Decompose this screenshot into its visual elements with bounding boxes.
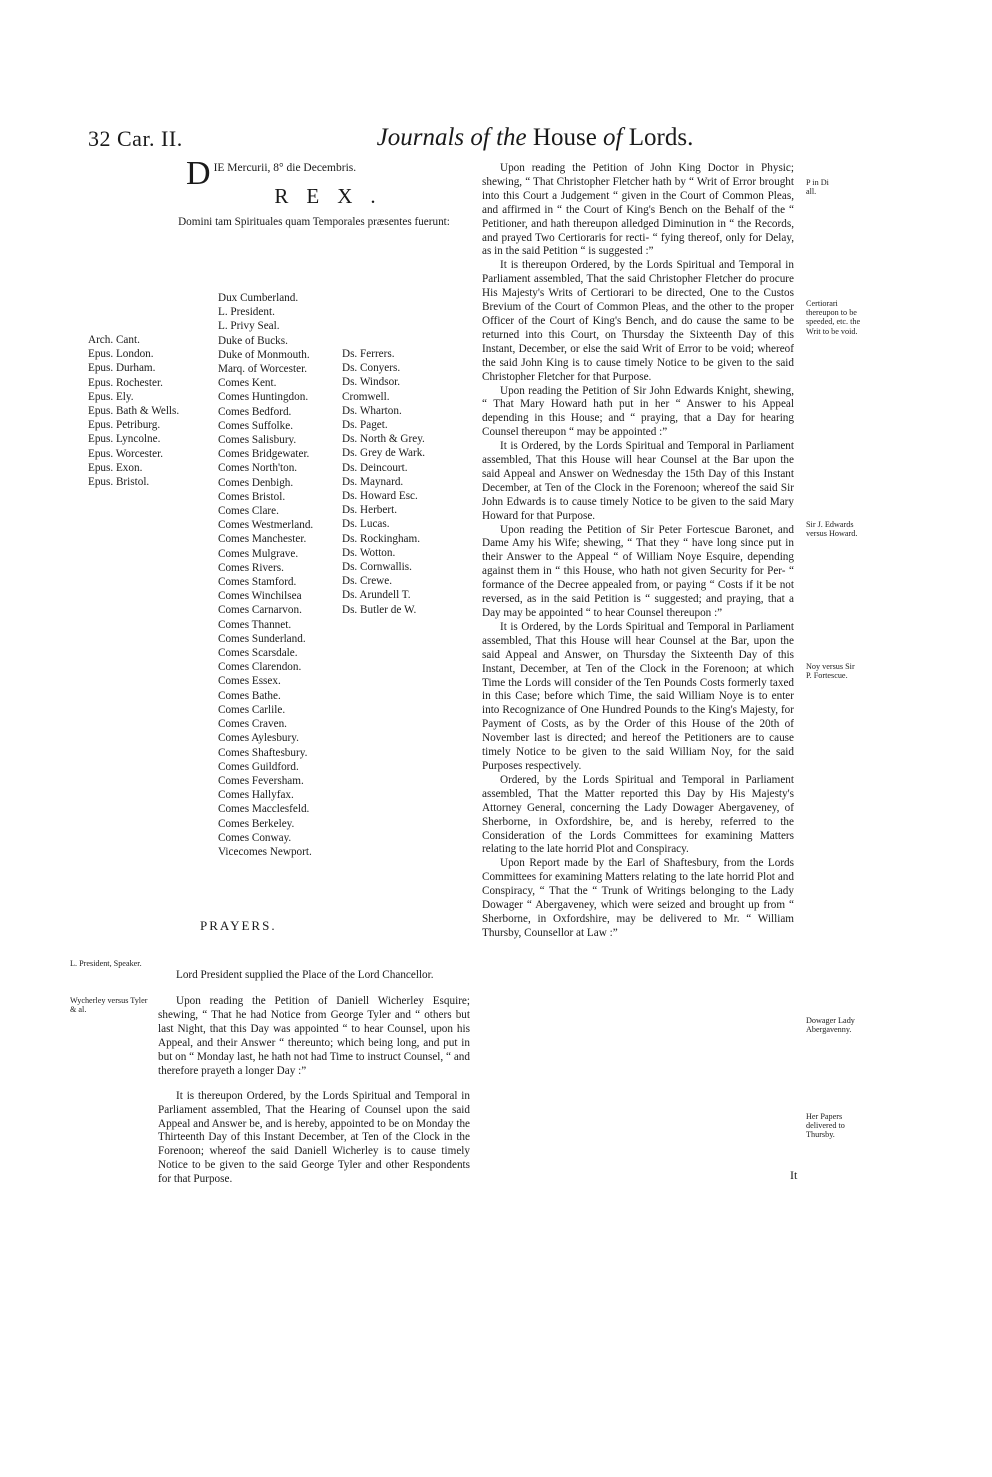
- peer-entry: Duke of Bucks.: [218, 334, 288, 347]
- rex-heading: REX.: [274, 183, 394, 208]
- peer-entry: Vicecomes Newport.: [218, 845, 312, 858]
- baron-entry: Ds. Herbert.: [342, 504, 397, 517]
- baron-entry: Ds. Deincourt.: [342, 461, 408, 474]
- peer-entry: Comes Sunderland.: [218, 632, 306, 645]
- barons-list: [342, 347, 425, 617]
- paragraph: Lord President supplied the Place of the Lord Chancellor.: [176, 969, 434, 982]
- peer-entry: Comes Macclesfeld.: [218, 803, 310, 816]
- peer-entry: Comes Mulgrave.: [218, 547, 299, 560]
- peer-entry: Comes Aylesbury.: [218, 732, 299, 745]
- title-word: House: [532, 124, 597, 151]
- baron-entry: Cromwell.: [342, 390, 390, 403]
- margin-note: Noy versus Sir P. Fortescue.: [806, 662, 855, 681]
- margin-note: Certiorari thereupon to be speeded, etc. the Writ to be void.: [806, 299, 861, 336]
- paragraph: It is thereupon Ordered, by the Lords Spiritual and Temporal in Parliament assembled, That the Hearing of Counsel upon the said Appeal and Answer be, and is hereby, appointed to be on Monday the Thirteenth Day of this Instant December, at Ten of the Clock in the Forenoon; whereof the said Daniell Wicherley is to cause timely Notice to be given to the said George Tyler and other Respondents for that Purpose.: [158, 1089, 470, 1186]
- baron-entry: Ds. Conyers.: [342, 362, 401, 375]
- bishop-entry: Epus. Petriburg.: [88, 419, 161, 432]
- left-body: [158, 958, 470, 1194]
- peer-entry: Duke of Monmouth.: [218, 348, 310, 361]
- baron-entry: Ds. Lucas.: [342, 518, 390, 531]
- baron-entry: Ds. Paget.: [342, 419, 388, 432]
- peer-entry: Comes Winchilsea: [218, 590, 302, 603]
- catchword: It: [790, 1168, 798, 1182]
- baron-entry: Ds. Ferrers.: [342, 348, 395, 360]
- paragraph: It is Ordered, by the Lords Spiritual and Temporal in Parliament assembled, That this House will hear Counsel at the Bar, upon the said Appeal and Answer, on Thursday the Sixteenth Day of this Instant, December, at Ten of the Clock in the Forenoon; at which Time the Lords will consider of the Ten Pounds Costs formerly taxed in this Case; before which Time, the said William Noye is to enter into Recognizance of One Hundred Pounds to the King's Majesty, for Payment of Costs, as by the Order of this House of the 20th of November last is directed; and hereof the Petitioners are to cause timely Notice to be given to the said William Noy, for the said Purposes respectively.: [482, 620, 794, 772]
- bishop-entry: Epus. Rochester.: [88, 376, 163, 389]
- bishop-entry: Epus. Bristol.: [88, 476, 150, 489]
- date-text: IE Mercurii, 8° die Decembris.: [213, 162, 357, 174]
- paragraph: Upon reading the Petition of Daniell Wicherley Esquire; shewing, “ That he had Notice from George Tyler and “ others but last Night, that this Day was appointed “ to hear Counsel, upon his Appeal, and their Answer “ thereunto; which being long, and put in but on “ Monday last, he hath not had Time to instruct Counsel, “ and therefore prayeth a longer Day :”: [158, 995, 470, 1077]
- baron-entry: Ds. Butler de W.: [342, 603, 417, 616]
- baron-entry: Ds. Maynard.: [342, 475, 404, 488]
- prayers-heading: PRAYERS.: [200, 918, 277, 933]
- bishop-entry: Arch. Cant.: [88, 334, 140, 346]
- margin-note: Her Papers delivered to Thursby.: [806, 1112, 845, 1140]
- bishop-entry: Epus. Bath & Wells.: [88, 405, 180, 418]
- title-word: Lords.: [628, 124, 694, 151]
- peer-entry: Comes Rivers.: [218, 561, 284, 574]
- margin-note: Sir J. Edwards versus Howard.: [806, 520, 858, 539]
- baron-entry: Ds. Windsor.: [342, 376, 401, 389]
- peer-entry: Comes Huntingdon.: [218, 391, 309, 404]
- peer-entry: L. President.: [218, 306, 275, 319]
- peer-entry: Marq. of Worcester.: [218, 363, 307, 376]
- peer-entry: Comes Carnarvon.: [218, 604, 302, 617]
- bishop-entry: Epus. Ely.: [88, 390, 134, 403]
- baron-entry: Ds. Rockingham.: [342, 532, 420, 545]
- bishop-entry: Epus. Durham.: [88, 362, 156, 375]
- peer-entry: Comes Guildford.: [218, 760, 299, 773]
- page-title: [300, 124, 770, 152]
- peer-entry: Comes Suffolke.: [218, 419, 293, 432]
- attendance-intro: Domini tam Spirituales quam Temporales præsentes fuerunt:: [178, 215, 450, 228]
- peer-entry: Comes Stamford.: [218, 576, 297, 589]
- peer-entry: Comes Shaftesbury.: [218, 746, 308, 759]
- peer-entry: Comes Denbigh.: [218, 476, 294, 489]
- drop-cap: D: [186, 155, 211, 192]
- peer-entry: Comes Craven.: [218, 718, 287, 731]
- bishop-entry: Epus. Lyncolne.: [88, 433, 161, 446]
- title-word: of: [603, 124, 623, 151]
- bishops-list: [88, 333, 179, 489]
- peer-entry: Comes Kent.: [218, 377, 277, 390]
- peer-entry: Comes North'ton.: [218, 462, 298, 475]
- peer-entry: Comes Carlile.: [218, 703, 286, 716]
- date-line: [186, 155, 470, 192]
- peer-entry: Comes Conway.: [218, 831, 292, 844]
- peer-entry: Comes Manchester.: [218, 533, 307, 546]
- margin-note: Wycherley versus Tyler & al.: [70, 996, 148, 1015]
- baron-entry: Ds. Grey de Wark.: [342, 447, 426, 460]
- peer-entry: Comes Hallyfax.: [218, 789, 294, 802]
- baron-entry: Ds. Wharton.: [342, 404, 402, 417]
- peer-entry: Comes Bridgewater.: [218, 448, 310, 461]
- paragraph: Upon reading the Petition of Sir Peter Fortescue Baronet, and Dame Amy his Wife; shewing, “ That they “ have long since put in their Answer to the Appeal “ of William Noye Esquire, depending against them in “ this House, who hath not given Security for Per- “ formance of the Decree appealed from, or paying “ Costs if it be not reversed, as in the said Petition is “ suggested; and praying, that a Day may be appointed “ to hear Counsel thereupon :”: [482, 523, 794, 619]
- bishop-entry: Epus. London.: [88, 348, 154, 361]
- peer-entry: Comes Bedford.: [218, 405, 292, 418]
- baron-entry: Ds. Crewe.: [342, 575, 393, 588]
- peer-entry: Comes Essex.: [218, 675, 281, 688]
- peer-entry: Comes Thannet.: [218, 618, 292, 631]
- page-reference: 32 Car. II.: [88, 126, 183, 151]
- peer-entry: Comes Westmerland.: [218, 519, 314, 532]
- baron-entry: Ds. Wotton.: [342, 546, 396, 559]
- right-column: [482, 162, 794, 941]
- margin-note: Dowager Lady Abergavenny.: [806, 1016, 855, 1035]
- baron-entry: Ds. Arundell T.: [342, 589, 411, 602]
- baron-entry: Ds. Cornwallis.: [342, 561, 412, 574]
- peer-entry: Comes Bristol.: [218, 490, 286, 503]
- peer-entry: Comes Clarendon.: [218, 661, 302, 674]
- peer-entry: Comes Clare.: [218, 505, 279, 518]
- peers-list: [218, 291, 313, 859]
- title-word: Journals: [376, 124, 465, 151]
- bishop-entry: Epus. Exon.: [88, 461, 143, 474]
- bishop-entry: Epus. Worcester.: [88, 447, 164, 460]
- margin-note: L. President, Speaker.: [70, 959, 142, 968]
- left-column: [158, 155, 470, 238]
- paragraph: Upon Report made by the Earl of Shaftesbury, from the Lords Committees for examining Matters relating to the late horrid Plot and Conspiracy, “ That the “ Trunk of Writings belonging to the Lady Dowager “ Abergaveney, which were seized and brought up from “ Sherborne, in Oxfordshire, may be delivered to Mr. “ William Thursby, Counsellor at Law :”: [482, 857, 794, 939]
- paragraph: It is thereupon Ordered, by the Lords Spiritual and Temporal in Parliament assembled, That the said Christopher Fletcher do procure His Majesty's Writs of Certiorari to be directed, One to the Custos Brevium of the Court of Common Pleas, and the other to the proper Officer of the Court of King's Bench, and do cause the same to be returned into this Court, on Thursday the Sixteenth Day of this Instant, December, or else the said Writ of Error to be void; whereof the said John King is to cause timely Notice to be given to the said Christopher Fletcher for that Purpose.: [482, 259, 794, 383]
- peer-entry: Comes Feversham.: [218, 774, 304, 787]
- baron-entry: Ds. North & Grey.: [342, 433, 425, 446]
- paragraph: Upon reading the Petition of John King Doctor in Physic; shewing, “ That Christopher Fletcher hath by “ Writ of Error brought into this Court a Judgement “ given in the Court of Common Pleas, and affirmed in “ the Court of King's Bench on the Behalf of the “ Petitioner, and hath thereupon alledged Diminution in “ the Records, and prayed Two Certioraris for recti- “ fying thereof, only for Delay, as in the said Petition “ is suggested :”: [482, 162, 794, 258]
- margin-note: P in Di all.: [806, 178, 829, 197]
- paragraph: It is Ordered, by the Lords Spiritual and Temporal in Parliament assembled, That this House will hear Counsel at the Bar upon the said Appeal and Answer on Wednesday the 15th Day of this Instant December, at Ten of the Clock in the Forenoon; whereof the said Sir John Edwards is to cause timely Notice to be given to the said Mary Howard for that Purpose.: [482, 440, 794, 522]
- title-word: of: [470, 124, 490, 151]
- paragraph: Ordered, by the Lords Spiritual and Temporal in Parliament assembled, That the Matter reported this Day by His Majesty's Attorney General, concerning the Lady Dowager Abergaveney, of Sherborne, in Oxfordshire, be, and is hereby, referred to the Consideration of the Lords Committees for examining Matters relating to the late horrid Plot and Conspiracy.: [482, 773, 794, 856]
- baron-entry: Ds. Howard Esc.: [342, 490, 418, 503]
- peer-entry: Dux Cumberland.: [218, 292, 299, 304]
- peer-entry: Comes Scarsdale.: [218, 647, 298, 660]
- peer-entry: Comes Salisbury.: [218, 434, 297, 447]
- peer-entry: Comes Berkeley.: [218, 817, 295, 830]
- paragraph: Upon reading the Petition of Sir John Edwards Knight, shewing, “ That Mary Howard hath put in her “ Answer to his Appeal depending in this House; and “ praying, that a Day for hearing Counsel thereupon “ may be appointed :”: [482, 384, 794, 439]
- peer-entry: L. Privy Seal.: [218, 320, 280, 333]
- peer-entry: Comes Bathe.: [218, 689, 281, 702]
- title-word: the: [496, 124, 527, 151]
